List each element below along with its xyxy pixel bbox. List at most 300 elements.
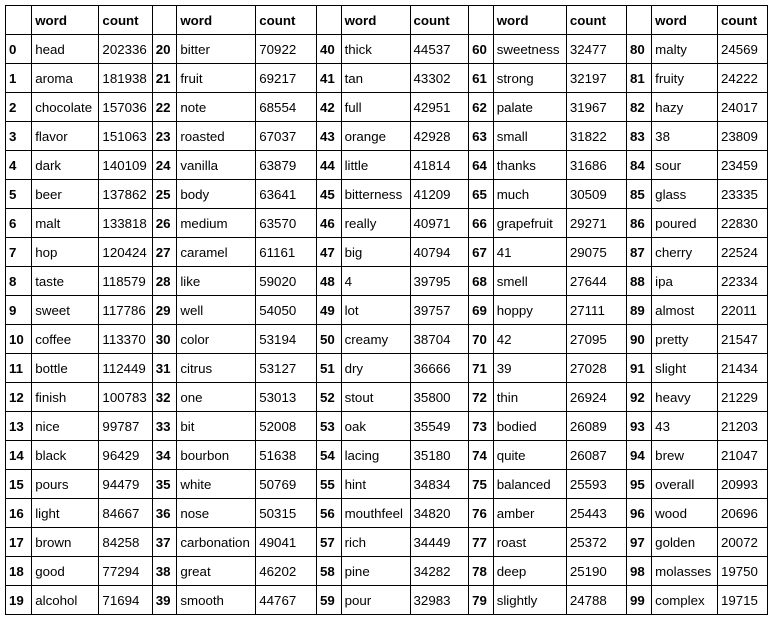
header-count: count bbox=[566, 6, 626, 35]
word-cell: cherry bbox=[652, 238, 718, 267]
count-cell: 40971 bbox=[410, 209, 469, 238]
table-body bbox=[6, 35, 768, 615]
word-cell: taste bbox=[32, 267, 99, 296]
index-cell: 64 bbox=[469, 151, 494, 180]
word-cell: orange bbox=[341, 122, 410, 151]
index-cell: 80 bbox=[627, 35, 652, 64]
word-cell: palate bbox=[493, 93, 566, 122]
table-row bbox=[6, 586, 768, 615]
index-cell: 21 bbox=[152, 64, 177, 93]
index-cell: 57 bbox=[316, 528, 341, 557]
word-cell: 41 bbox=[493, 238, 566, 267]
word-cell: color bbox=[177, 325, 256, 354]
index-cell: 90 bbox=[627, 325, 652, 354]
index-cell: 42 bbox=[316, 93, 341, 122]
word-cell: quite bbox=[493, 441, 566, 470]
header-word: word bbox=[652, 6, 718, 35]
index-cell: 93 bbox=[627, 412, 652, 441]
header-index-cell bbox=[316, 6, 341, 35]
word-cell: 39 bbox=[493, 354, 566, 383]
count-cell: 21047 bbox=[717, 441, 767, 470]
word-cell: pretty bbox=[652, 325, 718, 354]
word-cell: smooth bbox=[177, 586, 256, 615]
count-cell: 24222 bbox=[717, 64, 767, 93]
word-cell: body bbox=[177, 180, 256, 209]
count-cell: 42928 bbox=[410, 122, 469, 151]
count-cell: 34834 bbox=[410, 470, 469, 499]
count-cell: 100783 bbox=[99, 383, 152, 412]
table-row bbox=[6, 122, 768, 151]
word-cell: glass bbox=[652, 180, 718, 209]
index-cell: 52 bbox=[316, 383, 341, 412]
count-cell: 21434 bbox=[717, 354, 767, 383]
table-row bbox=[6, 93, 768, 122]
word-cell: bourbon bbox=[177, 441, 256, 470]
count-cell: 112449 bbox=[99, 354, 152, 383]
table-row bbox=[6, 151, 768, 180]
count-cell: 32197 bbox=[566, 64, 626, 93]
count-cell: 61161 bbox=[256, 238, 317, 267]
count-cell: 53127 bbox=[256, 354, 317, 383]
word-cell: balanced bbox=[493, 470, 566, 499]
count-cell: 25593 bbox=[566, 470, 626, 499]
word-cell: caramel bbox=[177, 238, 256, 267]
word-cell: bitterness bbox=[341, 180, 410, 209]
word-cell: brown bbox=[32, 528, 99, 557]
word-cell: nice bbox=[32, 412, 99, 441]
index-cell: 30 bbox=[152, 325, 177, 354]
count-cell: 44537 bbox=[410, 35, 469, 64]
index-cell: 46 bbox=[316, 209, 341, 238]
word-cell: overall bbox=[652, 470, 718, 499]
count-cell: 20993 bbox=[717, 470, 767, 499]
table-header-row bbox=[6, 6, 768, 35]
table-row bbox=[6, 180, 768, 209]
count-cell: 19715 bbox=[717, 586, 767, 615]
index-cell: 78 bbox=[469, 557, 494, 586]
word-cell: lacing bbox=[341, 441, 410, 470]
index-cell: 66 bbox=[469, 209, 494, 238]
count-cell: 63570 bbox=[256, 209, 317, 238]
index-cell: 37 bbox=[152, 528, 177, 557]
index-cell: 87 bbox=[627, 238, 652, 267]
word-cell: slightly bbox=[493, 586, 566, 615]
count-cell: 26087 bbox=[566, 441, 626, 470]
table-row bbox=[6, 296, 768, 325]
word-cell: deep bbox=[493, 557, 566, 586]
count-cell: 22830 bbox=[717, 209, 767, 238]
word-cell: really bbox=[341, 209, 410, 238]
count-cell: 50315 bbox=[256, 499, 317, 528]
table-row bbox=[6, 528, 768, 557]
header-count: count bbox=[256, 6, 317, 35]
count-cell: 53013 bbox=[256, 383, 317, 412]
index-cell: 60 bbox=[469, 35, 494, 64]
table-row bbox=[6, 238, 768, 267]
index-cell: 86 bbox=[627, 209, 652, 238]
word-cell: full bbox=[341, 93, 410, 122]
index-cell: 32 bbox=[152, 383, 177, 412]
index-cell: 83 bbox=[627, 122, 652, 151]
word-cell: note bbox=[177, 93, 256, 122]
count-cell: 67037 bbox=[256, 122, 317, 151]
count-cell: 51638 bbox=[256, 441, 317, 470]
word-cell: nose bbox=[177, 499, 256, 528]
count-cell: 35800 bbox=[410, 383, 469, 412]
index-cell: 22 bbox=[152, 93, 177, 122]
count-cell: 54050 bbox=[256, 296, 317, 325]
word-cell: 43 bbox=[652, 412, 718, 441]
word-cell: alcohol bbox=[32, 586, 99, 615]
word-cell: bit bbox=[177, 412, 256, 441]
word-cell: strong bbox=[493, 64, 566, 93]
word-count-table bbox=[5, 5, 768, 615]
word-cell: small bbox=[493, 122, 566, 151]
table-row bbox=[6, 470, 768, 499]
index-cell: 96 bbox=[627, 499, 652, 528]
index-cell: 76 bbox=[469, 499, 494, 528]
count-cell: 113370 bbox=[99, 325, 152, 354]
index-cell: 98 bbox=[627, 557, 652, 586]
word-cell: carbonation bbox=[177, 528, 256, 557]
count-cell: 21229 bbox=[717, 383, 767, 412]
header-index-cell bbox=[152, 6, 177, 35]
count-cell: 23809 bbox=[717, 122, 767, 151]
word-cell: good bbox=[32, 557, 99, 586]
index-cell: 6 bbox=[6, 209, 32, 238]
word-cell: great bbox=[177, 557, 256, 586]
header-index-cell bbox=[627, 6, 652, 35]
index-cell: 54 bbox=[316, 441, 341, 470]
header-count: count bbox=[717, 6, 767, 35]
table-row bbox=[6, 383, 768, 412]
index-cell: 88 bbox=[627, 267, 652, 296]
word-cell: mouthfeel bbox=[341, 499, 410, 528]
index-cell: 69 bbox=[469, 296, 494, 325]
index-cell: 38 bbox=[152, 557, 177, 586]
count-cell: 50769 bbox=[256, 470, 317, 499]
table-row bbox=[6, 64, 768, 93]
word-cell: roasted bbox=[177, 122, 256, 151]
index-cell: 71 bbox=[469, 354, 494, 383]
index-cell: 92 bbox=[627, 383, 652, 412]
word-cell: hazy bbox=[652, 93, 718, 122]
index-cell: 73 bbox=[469, 412, 494, 441]
count-cell: 117786 bbox=[99, 296, 152, 325]
index-cell: 33 bbox=[152, 412, 177, 441]
word-cell: beer bbox=[32, 180, 99, 209]
word-cell: slight bbox=[652, 354, 718, 383]
count-cell: 25372 bbox=[566, 528, 626, 557]
word-cell: smell bbox=[493, 267, 566, 296]
count-cell: 29075 bbox=[566, 238, 626, 267]
index-cell: 8 bbox=[6, 267, 32, 296]
word-cell: citrus bbox=[177, 354, 256, 383]
index-cell: 15 bbox=[6, 470, 32, 499]
count-cell: 27028 bbox=[566, 354, 626, 383]
word-cell: golden bbox=[652, 528, 718, 557]
count-cell: 42951 bbox=[410, 93, 469, 122]
count-cell: 44767 bbox=[256, 586, 317, 615]
table-row bbox=[6, 499, 768, 528]
word-cell: molasses bbox=[652, 557, 718, 586]
count-cell: 35549 bbox=[410, 412, 469, 441]
index-cell: 61 bbox=[469, 64, 494, 93]
word-cell: thanks bbox=[493, 151, 566, 180]
count-cell: 27111 bbox=[566, 296, 626, 325]
count-cell: 24569 bbox=[717, 35, 767, 64]
index-cell: 74 bbox=[469, 441, 494, 470]
index-cell: 56 bbox=[316, 499, 341, 528]
count-cell: 26924 bbox=[566, 383, 626, 412]
count-cell: 63641 bbox=[256, 180, 317, 209]
word-cell: medium bbox=[177, 209, 256, 238]
word-cell: dry bbox=[341, 354, 410, 383]
header-index-cell bbox=[469, 6, 494, 35]
word-cell: 4 bbox=[341, 267, 410, 296]
count-cell: 22334 bbox=[717, 267, 767, 296]
index-cell: 84 bbox=[627, 151, 652, 180]
index-cell: 18 bbox=[6, 557, 32, 586]
count-cell: 120424 bbox=[99, 238, 152, 267]
count-cell: 27095 bbox=[566, 325, 626, 354]
count-cell: 70922 bbox=[256, 35, 317, 64]
index-cell: 14 bbox=[6, 441, 32, 470]
count-cell: 202336 bbox=[99, 35, 152, 64]
word-cell: 38 bbox=[652, 122, 718, 151]
word-cell: roast bbox=[493, 528, 566, 557]
index-cell: 77 bbox=[469, 528, 494, 557]
index-cell: 67 bbox=[469, 238, 494, 267]
count-cell: 39757 bbox=[410, 296, 469, 325]
index-cell: 28 bbox=[152, 267, 177, 296]
header-count: count bbox=[410, 6, 469, 35]
count-cell: 84258 bbox=[99, 528, 152, 557]
index-cell: 27 bbox=[152, 238, 177, 267]
word-cell: heavy bbox=[652, 383, 718, 412]
word-cell: pours bbox=[32, 470, 99, 499]
header-index-cell bbox=[6, 6, 32, 35]
count-cell: 41209 bbox=[410, 180, 469, 209]
word-cell: bitter bbox=[177, 35, 256, 64]
index-cell: 35 bbox=[152, 470, 177, 499]
table-row bbox=[6, 354, 768, 383]
index-cell: 1 bbox=[6, 64, 32, 93]
count-cell: 32983 bbox=[410, 586, 469, 615]
word-cell: white bbox=[177, 470, 256, 499]
count-cell: 68554 bbox=[256, 93, 317, 122]
table-row bbox=[6, 267, 768, 296]
word-cell: coffee bbox=[32, 325, 99, 354]
word-cell: pour bbox=[341, 586, 410, 615]
word-cell: much bbox=[493, 180, 566, 209]
index-cell: 85 bbox=[627, 180, 652, 209]
word-cell: oak bbox=[341, 412, 410, 441]
word-cell: hoppy bbox=[493, 296, 566, 325]
word-cell: amber bbox=[493, 499, 566, 528]
word-cell: pine bbox=[341, 557, 410, 586]
index-cell: 25 bbox=[152, 180, 177, 209]
word-cell: creamy bbox=[341, 325, 410, 354]
count-cell: 151063 bbox=[99, 122, 152, 151]
word-cell: brew bbox=[652, 441, 718, 470]
index-cell: 48 bbox=[316, 267, 341, 296]
word-cell: bottle bbox=[32, 354, 99, 383]
header-count: count bbox=[99, 6, 152, 35]
count-cell: 31967 bbox=[566, 93, 626, 122]
index-cell: 65 bbox=[469, 180, 494, 209]
index-cell: 82 bbox=[627, 93, 652, 122]
word-cell: flavor bbox=[32, 122, 99, 151]
word-cell: little bbox=[341, 151, 410, 180]
count-cell: 118579 bbox=[99, 267, 152, 296]
word-cell: bodied bbox=[493, 412, 566, 441]
count-cell: 34820 bbox=[410, 499, 469, 528]
count-cell: 84667 bbox=[99, 499, 152, 528]
count-cell: 30509 bbox=[566, 180, 626, 209]
index-cell: 26 bbox=[152, 209, 177, 238]
word-cell: thin bbox=[493, 383, 566, 412]
index-cell: 24 bbox=[152, 151, 177, 180]
index-cell: 63 bbox=[469, 122, 494, 151]
word-count-table-container bbox=[5, 5, 768, 615]
count-cell: 34282 bbox=[410, 557, 469, 586]
count-cell: 39795 bbox=[410, 267, 469, 296]
count-cell: 19750 bbox=[717, 557, 767, 586]
count-cell: 20072 bbox=[717, 528, 767, 557]
count-cell: 43302 bbox=[410, 64, 469, 93]
count-cell: 23459 bbox=[717, 151, 767, 180]
count-cell: 29271 bbox=[566, 209, 626, 238]
word-cell: poured bbox=[652, 209, 718, 238]
index-cell: 41 bbox=[316, 64, 341, 93]
word-cell: like bbox=[177, 267, 256, 296]
count-cell: 21547 bbox=[717, 325, 767, 354]
index-cell: 94 bbox=[627, 441, 652, 470]
index-cell: 49 bbox=[316, 296, 341, 325]
word-cell: one bbox=[177, 383, 256, 412]
word-cell: malt bbox=[32, 209, 99, 238]
table-row bbox=[6, 412, 768, 441]
count-cell: 27644 bbox=[566, 267, 626, 296]
word-cell: black bbox=[32, 441, 99, 470]
count-cell: 140109 bbox=[99, 151, 152, 180]
count-cell: 35180 bbox=[410, 441, 469, 470]
count-cell: 137862 bbox=[99, 180, 152, 209]
count-cell: 31686 bbox=[566, 151, 626, 180]
index-cell: 43 bbox=[316, 122, 341, 151]
index-cell: 50 bbox=[316, 325, 341, 354]
index-cell: 95 bbox=[627, 470, 652, 499]
count-cell: 133818 bbox=[99, 209, 152, 238]
word-cell: hint bbox=[341, 470, 410, 499]
index-cell: 4 bbox=[6, 151, 32, 180]
word-cell: sour bbox=[652, 151, 718, 180]
count-cell: 63879 bbox=[256, 151, 317, 180]
index-cell: 59 bbox=[316, 586, 341, 615]
index-cell: 47 bbox=[316, 238, 341, 267]
index-cell: 7 bbox=[6, 238, 32, 267]
count-cell: 157036 bbox=[99, 93, 152, 122]
word-cell: aroma bbox=[32, 64, 99, 93]
count-cell: 94479 bbox=[99, 470, 152, 499]
index-cell: 58 bbox=[316, 557, 341, 586]
index-cell: 16 bbox=[6, 499, 32, 528]
count-cell: 24017 bbox=[717, 93, 767, 122]
word-cell: big bbox=[341, 238, 410, 267]
index-cell: 79 bbox=[469, 586, 494, 615]
index-cell: 45 bbox=[316, 180, 341, 209]
word-cell: malty bbox=[652, 35, 718, 64]
count-cell: 77294 bbox=[99, 557, 152, 586]
index-cell: 51 bbox=[316, 354, 341, 383]
index-cell: 13 bbox=[6, 412, 32, 441]
index-cell: 23 bbox=[152, 122, 177, 151]
count-cell: 40794 bbox=[410, 238, 469, 267]
table-row bbox=[6, 325, 768, 354]
count-cell: 53194 bbox=[256, 325, 317, 354]
word-cell: thick bbox=[341, 35, 410, 64]
word-cell: head bbox=[32, 35, 99, 64]
index-cell: 10 bbox=[6, 325, 32, 354]
index-cell: 5 bbox=[6, 180, 32, 209]
count-cell: 31822 bbox=[566, 122, 626, 151]
index-cell: 44 bbox=[316, 151, 341, 180]
header-word: word bbox=[32, 6, 99, 35]
index-cell: 3 bbox=[6, 122, 32, 151]
count-cell: 20696 bbox=[717, 499, 767, 528]
word-cell: stout bbox=[341, 383, 410, 412]
count-cell: 22011 bbox=[717, 296, 767, 325]
count-cell: 52008 bbox=[256, 412, 317, 441]
count-cell: 24788 bbox=[566, 586, 626, 615]
count-cell: 71694 bbox=[99, 586, 152, 615]
word-cell: light bbox=[32, 499, 99, 528]
count-cell: 38704 bbox=[410, 325, 469, 354]
table-row bbox=[6, 441, 768, 470]
word-cell: complex bbox=[652, 586, 718, 615]
count-cell: 99787 bbox=[99, 412, 152, 441]
header-word: word bbox=[341, 6, 410, 35]
count-cell: 23335 bbox=[717, 180, 767, 209]
word-cell: sweet bbox=[32, 296, 99, 325]
index-cell: 12 bbox=[6, 383, 32, 412]
index-cell: 9 bbox=[6, 296, 32, 325]
index-cell: 19 bbox=[6, 586, 32, 615]
count-cell: 36666 bbox=[410, 354, 469, 383]
index-cell: 97 bbox=[627, 528, 652, 557]
table-row bbox=[6, 557, 768, 586]
index-cell: 62 bbox=[469, 93, 494, 122]
word-cell: vanilla bbox=[177, 151, 256, 180]
count-cell: 181938 bbox=[99, 64, 152, 93]
word-cell: well bbox=[177, 296, 256, 325]
word-cell: fruit bbox=[177, 64, 256, 93]
index-cell: 91 bbox=[627, 354, 652, 383]
index-cell: 75 bbox=[469, 470, 494, 499]
index-cell: 11 bbox=[6, 354, 32, 383]
index-cell: 89 bbox=[627, 296, 652, 325]
word-cell: finish bbox=[32, 383, 99, 412]
word-cell: dark bbox=[32, 151, 99, 180]
word-cell: grapefruit bbox=[493, 209, 566, 238]
count-cell: 21203 bbox=[717, 412, 767, 441]
index-cell: 40 bbox=[316, 35, 341, 64]
count-cell: 59020 bbox=[256, 267, 317, 296]
index-cell: 29 bbox=[152, 296, 177, 325]
word-cell: rich bbox=[341, 528, 410, 557]
index-cell: 31 bbox=[152, 354, 177, 383]
